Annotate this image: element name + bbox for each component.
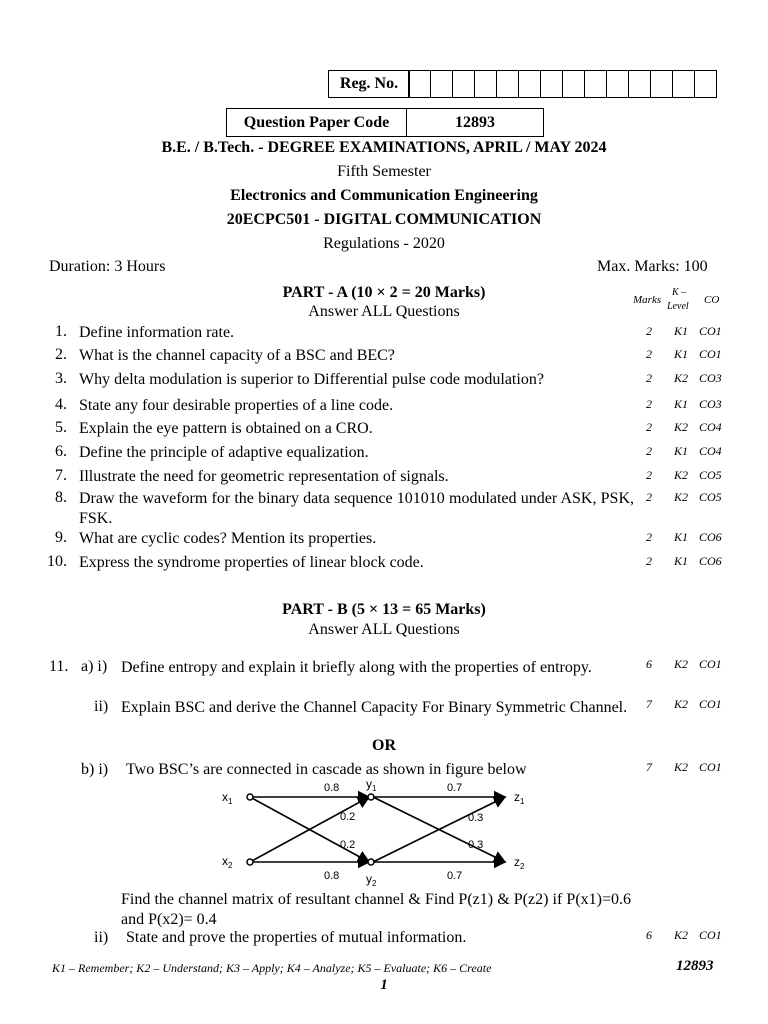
- part-a-instruction: Answer ALL Questions: [308, 303, 460, 320]
- question-co: CO6: [699, 530, 722, 544]
- q11a-ii-marks: 7: [646, 697, 652, 711]
- reg-no-box: [628, 70, 651, 98]
- prob-cross-left-b: 0.2: [340, 839, 356, 851]
- question-co: CO5: [699, 490, 722, 504]
- question-marks: 2: [646, 420, 652, 434]
- question-marks: 2: [646, 347, 652, 361]
- prob-top-right: 0.7: [447, 782, 463, 794]
- question-text: State any four desirable properties of a line code.: [79, 397, 394, 414]
- node-x2: [247, 859, 253, 865]
- part-b-instruction: Answer ALL Questions: [308, 621, 460, 638]
- q11b-i-text2: Find the channel matrix of resultant channel & Find P(z1) & P(z2) if P(x1)=0.6 and P(x2)= 0.4: [121, 891, 631, 928]
- reg-no-box: [452, 70, 475, 98]
- q11a-i-text: Define entropy and explain it briefly along with the properties of entropy.: [121, 659, 592, 676]
- cascade-bsc-figure: [215, 776, 545, 888]
- course-title: 20ECPC501 - DIGITAL COMMUNICATION: [226, 211, 542, 228]
- label-x2: $x_2$: [222, 854, 233, 870]
- k-level-legend: K1 – Remember; K2 – Understand; K3 – Apply; K4 – Analyze; K5 – Evaluate; K6 – Create: [52, 961, 492, 975]
- col-co: CO: [704, 294, 720, 306]
- q11b-i-label: b) i): [81, 761, 109, 778]
- semester: Fifth Semester: [337, 163, 431, 180]
- question-number: 9.: [55, 529, 67, 546]
- reg-no-box: [474, 70, 497, 98]
- reg-no-box: [540, 70, 563, 98]
- question-number: 3.: [55, 370, 67, 387]
- duration: Duration: 3 Hours: [49, 258, 166, 275]
- prob-cross-right-a: 0.3: [468, 812, 484, 824]
- question-marks: 2: [646, 490, 652, 504]
- question-co: CO1: [699, 347, 722, 361]
- reg-no-box: [518, 70, 541, 98]
- qpc-value: 12893: [406, 108, 544, 137]
- q11a-i-marks: 6: [646, 657, 652, 671]
- question-number: 6.: [55, 443, 67, 460]
- question-marks: 2: [646, 554, 652, 568]
- question-k-level: K1: [674, 554, 689, 568]
- question-number: 1.: [55, 323, 67, 340]
- label-x1: $x_1$: [222, 790, 233, 806]
- q11b-ii-text: State and prove the properties of mutual information.: [126, 929, 467, 946]
- prob-top-left: 0.8: [324, 782, 340, 794]
- question-text: What is the channel capacity of a BSC and BEC?: [79, 347, 395, 364]
- q11a-ii-k: K2: [674, 697, 689, 711]
- q11b-i-marks: 7: [646, 760, 652, 774]
- footer-code: 12893: [676, 958, 714, 974]
- question-marks: 2: [646, 371, 652, 385]
- question-number: 10.: [47, 553, 67, 570]
- question-text: Why delta modulation is superior to Differential pulse code modulation?: [79, 371, 544, 388]
- q11a-ii-text: Explain BSC and derive the Channel Capacity For Binary Symmetric Channel.: [121, 699, 628, 716]
- department: Electronics and Communication Engineering: [230, 187, 538, 204]
- q11b-ii-marks: 6: [646, 928, 652, 942]
- question-k-level: K1: [674, 444, 689, 458]
- question-text: What are cyclic codes? Mention its properties.: [79, 530, 377, 547]
- question-co: CO3: [699, 397, 722, 411]
- question-number: 4.: [55, 396, 67, 413]
- reg-no-box: [650, 70, 673, 98]
- question-k-level: K1: [674, 324, 689, 338]
- question-k-level: K2: [674, 468, 689, 482]
- question-k-level: K1: [674, 347, 689, 361]
- reg-no-box: [584, 70, 607, 98]
- part-a-question: [0, 553, 768, 575]
- q11b-ii-label: ii): [94, 929, 109, 946]
- reg-no-box: [606, 70, 629, 98]
- question-number: 2.: [55, 346, 67, 363]
- label-z2: $z_2$: [514, 855, 525, 871]
- question-marks: 2: [646, 444, 652, 458]
- question-marks: 2: [646, 324, 652, 338]
- reg-no-box: [430, 70, 453, 98]
- q11a-i-k: K2: [674, 657, 689, 671]
- regulations: Regulations - 2020: [323, 235, 445, 252]
- q11a-i-co: CO1: [699, 657, 722, 671]
- question-text: Define the principle of adaptive equalization.: [79, 444, 369, 461]
- question-k-level: K1: [674, 530, 689, 544]
- question-number: 7.: [55, 467, 67, 484]
- label-y1: $y_1$: [366, 777, 377, 793]
- q11a-i-label: a) i): [81, 658, 108, 675]
- question-k-level: K2: [674, 420, 689, 434]
- prob-bottom-left: 0.8: [324, 870, 340, 882]
- question-co: CO1: [699, 324, 722, 338]
- question-number: 5.: [55, 419, 67, 436]
- prob-bottom-right: 0.7: [447, 870, 463, 882]
- part-a-question: [0, 419, 768, 441]
- part-a-question: [0, 323, 768, 345]
- part-a-question: [0, 346, 768, 368]
- q11b-i-co: CO1: [699, 760, 722, 774]
- question-co: CO3: [699, 371, 722, 385]
- prob-cross-right-b: 0.3: [468, 839, 484, 851]
- reg-no-box: [694, 70, 717, 98]
- question-co: CO4: [699, 444, 722, 458]
- question-co: CO4: [699, 420, 722, 434]
- node-y2: [368, 859, 374, 865]
- reg-no-box: [562, 70, 585, 98]
- part-a-title: PART - A (10 × 2 = 20 Marks): [282, 284, 486, 301]
- q11b-i-text: Two BSC’s are connected in cascade as shown in figure below: [126, 761, 527, 778]
- question-text: Draw the waveform for the binary data sequence 101010 modulated under ASK, PSK, FSK.: [79, 490, 634, 527]
- q11-number: 11.: [49, 658, 69, 675]
- max-marks: Max. Marks: 100: [597, 258, 708, 275]
- question-text: Explain the eye pattern is obtained on a CRO.: [79, 420, 373, 437]
- qpc-label: Question Paper Code: [226, 108, 407, 137]
- part-a-question: [0, 396, 768, 418]
- question-text: Illustrate the need for geometric representation of signals.: [79, 468, 449, 485]
- reg-no-box: [496, 70, 519, 98]
- question-k-level: K1: [674, 397, 689, 411]
- col-marks: Marks: [633, 294, 662, 306]
- question-marks: 2: [646, 397, 652, 411]
- question-text: Express the syndrome properties of linear block code.: [79, 554, 424, 571]
- node-y1: [368, 794, 374, 800]
- q11a-ii-co: CO1: [699, 697, 722, 711]
- question-marks: 2: [646, 530, 652, 544]
- question-number: 8.: [55, 489, 67, 506]
- or-separator: OR: [372, 737, 396, 754]
- question-co: CO6: [699, 554, 722, 568]
- reg-no-box: [672, 70, 695, 98]
- col-level: Level: [667, 301, 689, 312]
- label-z1: $z_1$: [514, 790, 525, 806]
- question-co: CO5: [699, 468, 722, 482]
- q11b-ii-co: CO1: [699, 928, 722, 942]
- question-k-level: K2: [674, 371, 689, 385]
- reg-no-boxes: [409, 70, 717, 98]
- question-k-level: K2: [674, 490, 689, 504]
- question-text: Define information rate.: [79, 324, 235, 341]
- prob-cross-left-a: 0.2: [340, 811, 356, 823]
- node-x1: [247, 794, 253, 800]
- part-a-question: [0, 370, 768, 392]
- question-paper-code: [226, 108, 544, 137]
- exam-title: B.E. / B.Tech. - DEGREE EXAMINATIONS, APRIL / MAY 2024: [161, 139, 607, 156]
- question-marks: 2: [646, 468, 652, 482]
- page-number: 1: [380, 977, 388, 993]
- part-a-question: [0, 529, 768, 551]
- part-a-question: [0, 489, 768, 527]
- part-a-question: [0, 467, 768, 489]
- reg-no-box: [408, 70, 431, 98]
- label-y2: $y_2$: [366, 872, 377, 888]
- q11a-ii-label: ii): [94, 698, 109, 715]
- col-k: K –: [672, 287, 687, 298]
- part-a-question: [0, 443, 768, 465]
- reg-no-label: Reg. No.: [328, 70, 410, 98]
- part-b-title: PART - B (5 × 13 = 65 Marks): [282, 601, 486, 618]
- q11b-i-k: K2: [674, 760, 689, 774]
- q11b-ii-k: K2: [674, 928, 689, 942]
